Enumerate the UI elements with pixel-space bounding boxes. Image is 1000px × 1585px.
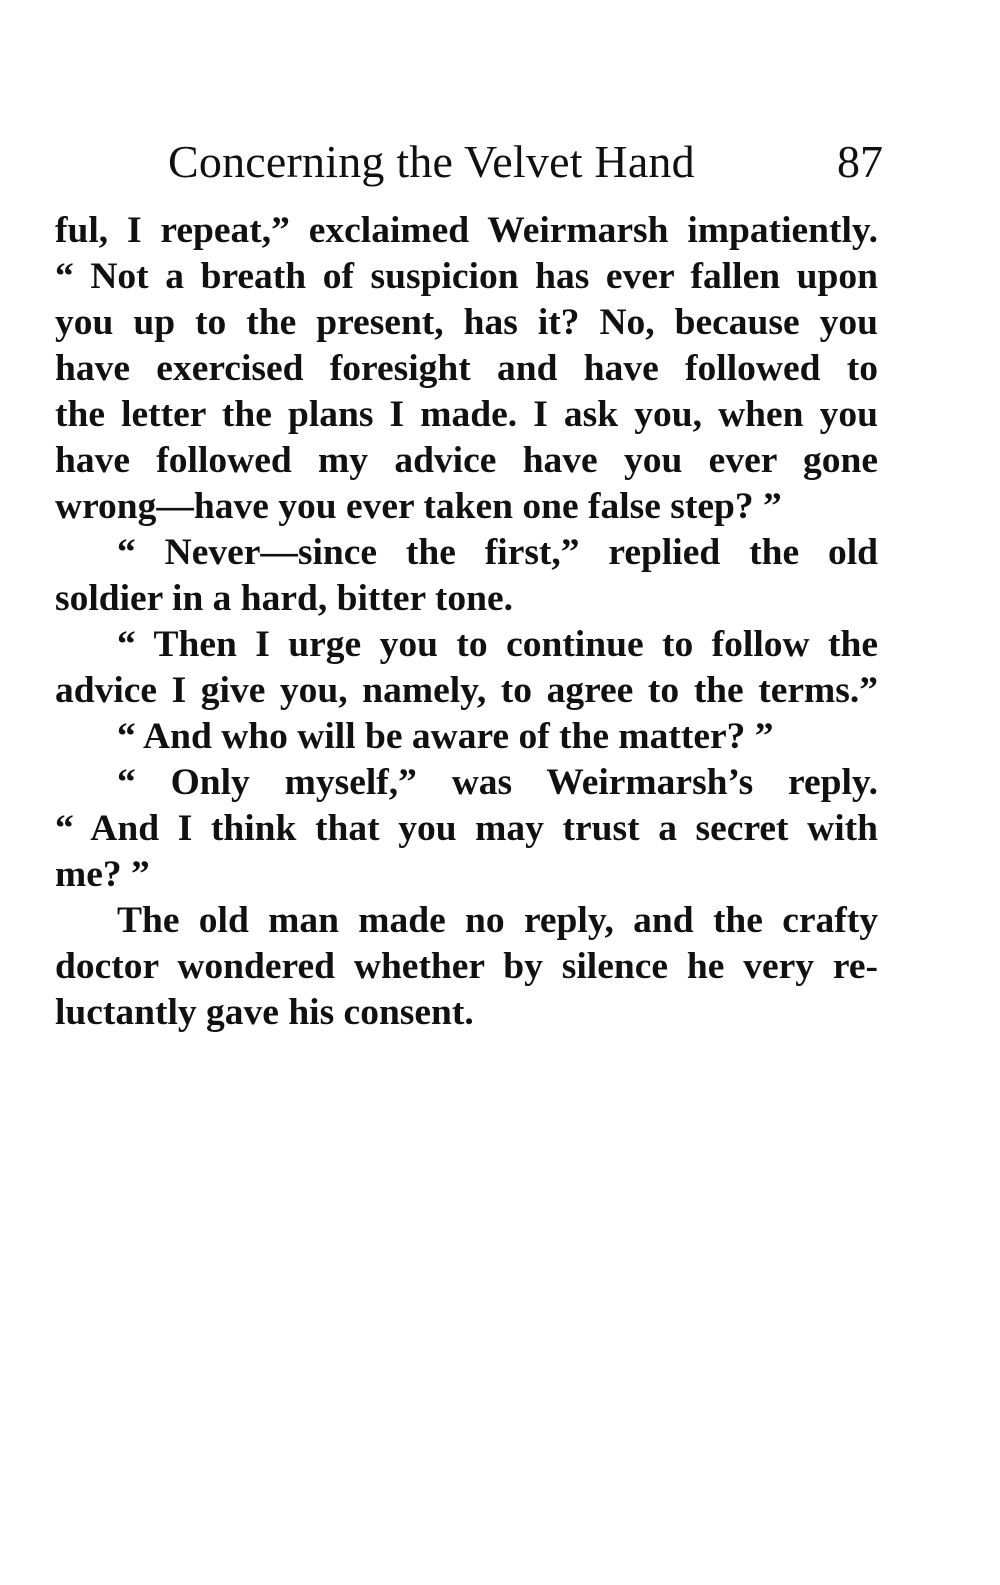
page-header <box>168 132 883 202</box>
text-line: “ Never—since the first,” replied the old <box>117 532 878 573</box>
text-line: the letter the plans I made. I ask you, when you <box>55 394 878 435</box>
text-line: luctantly gave his consent. <box>55 992 474 1033</box>
text-line: me? ” <box>55 854 150 895</box>
text-line: advice I give you, namely, to agree to the terms.” <box>55 670 878 711</box>
text-line: ful, I repeat,” exclaimed Weirmarsh impatiently. <box>55 210 878 251</box>
text-line: have exercised foresight and have followed to <box>55 348 878 389</box>
text-line: “ Only myself,” was Weirmarsh’s reply. <box>117 762 878 803</box>
text-line: “ And I think that you may trust a secret with <box>55 808 878 849</box>
running-title: Concerning the Velvet Hand <box>168 136 695 187</box>
text-line: doctor wondered whether by silence he very re- <box>55 946 878 987</box>
body-text <box>55 208 878 1036</box>
page-number: 87 <box>837 136 883 187</box>
text-line: “ Then I urge you to continue to follow the <box>117 624 878 665</box>
text-line: wrong—have you ever taken one false step? ” <box>55 486 782 527</box>
text-line: “ And who will be aware of the matter? ” <box>117 716 774 757</box>
text-line: soldier in a hard, bitter tone. <box>55 578 514 619</box>
text-line: have followed my advice have you ever gone <box>55 440 878 481</box>
text-line: “ Not a breath of suspicion has ever fallen upon <box>55 256 878 297</box>
text-line: you up to the present, has it? No, because you <box>55 302 878 343</box>
text-line: The old man made no reply, and the crafty <box>117 900 878 941</box>
